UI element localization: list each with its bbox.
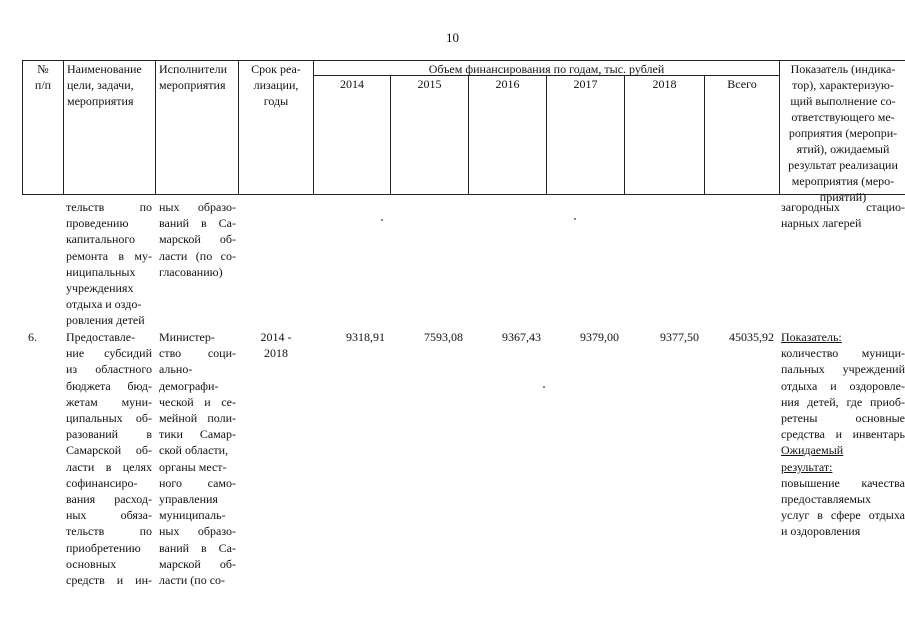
row-6-executors: Министер- ство соци- ально- демографи- ческой и се- мейной поли- тики Самар- ской области, органы мест- ного само- управления муниципаль- ных образо- ваний в Са- марской об- ласти (по со-	[159, 330, 236, 588]
continued-row-executors: ных образо- ваний в Са- марской об- ласти (по со- гласованию)	[159, 200, 236, 279]
scan-speck	[543, 386, 545, 388]
row-6-indicator: Показатель: количество муници- пальных учреждений отдыха и оздоровле- ния детей, где приоб- ретены основные средства и инвентарь Ожидаемый результат: повышение качества предоставляемых услуг в сфере отдыха и оздоровления	[781, 330, 905, 539]
header-name: Наименование цели, задачи, мероприятия	[67, 62, 142, 108]
header-number: № п/п	[34, 62, 52, 92]
header-total: Всего	[727, 77, 757, 91]
header-year-2017: 2017	[573, 77, 598, 91]
expected-result-label: Ожидаемый результат:	[781, 443, 844, 474]
continued-row-name: тельств по проведению капитального ремонта в му- ниципальных учреждениях отдыха и оздо- ровления детей	[66, 200, 152, 328]
header-year-2016: 2016	[495, 77, 520, 91]
row-6-value-2017: 9379,00	[580, 330, 619, 344]
scan-speck	[574, 218, 576, 220]
row-6-number: 6.	[28, 330, 37, 344]
page-number: 10	[446, 30, 459, 45]
header-indicator: Показатель (индика- тор), характеризую- щий выполнение со- ответствующего ме- роприятия (меропри- ятий), ожидаемый результат реализации мероприятия (меро- приятий)	[788, 62, 898, 204]
header-term: Срок реа- лизации, годы	[251, 62, 301, 108]
header-executors: Исполнители мероприятия	[159, 62, 228, 92]
row-6-value-2016: 9367,43	[502, 330, 541, 344]
indicator-label: Показатель:	[781, 330, 842, 344]
scan-speck	[381, 219, 383, 221]
header-year-2014: 2014	[340, 77, 364, 91]
header-funding-title: Объем финансирования по годам, тыс. рублей	[428, 62, 665, 76]
continued-row-indicator: загородных стацио- нарных лагерей	[781, 200, 905, 231]
row-6-value-2018: 9377,50	[660, 330, 699, 344]
row-6-value-2014: 9318,91	[346, 330, 385, 344]
header-year-2015: 2015	[417, 77, 442, 91]
row-6-value-2015: 7593,08	[424, 330, 463, 344]
row-6-term: 2014 - 2018	[260, 330, 292, 361]
row-6-name: Предоставле- ние субсидий из областного бюджета бюд- жетам муни- ципальных об- разований в Самарской об- ласти в целях софинансиро- вания расход- ных обяза- тельств по приобретению основных средств и ин-	[66, 330, 152, 588]
header-year-2018: 2018	[652, 77, 677, 91]
row-6-value-total: 45035,92	[729, 330, 774, 344]
